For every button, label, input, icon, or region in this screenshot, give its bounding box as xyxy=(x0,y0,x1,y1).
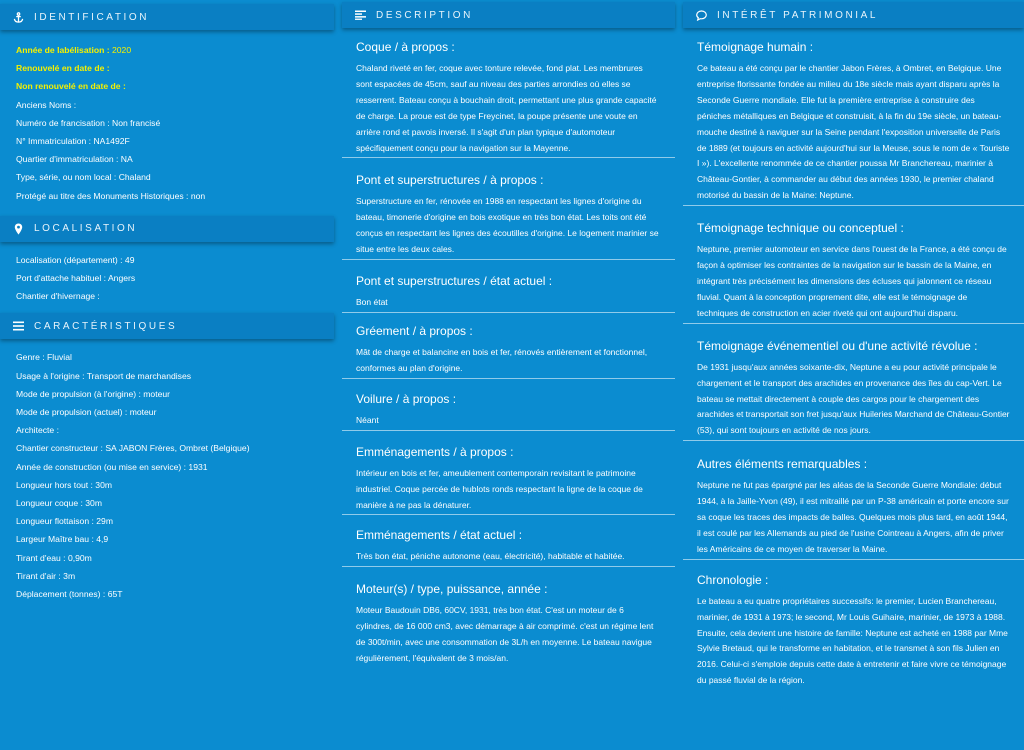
interet-column xyxy=(683,0,1024,689)
block-title: Témoignage événementiel ou d'une activité révolue : xyxy=(697,338,978,353)
block-title: Emménagements / état actuel : xyxy=(356,528,523,543)
block-text: Moteur Baudouin DB6, 60CV, 1931, très bon état. C'est un moteur de 6 cylindres, de 16 000 cm3, avec démarrage à air comprimé. c'est un régime lent de 300t/min, avec une consommation de 3L/h en moyenne. Le bateau navigue régulièrement, l'équivalent de 3 mois/an. xyxy=(356,605,654,664)
block-text: Superstructure en fer, rénovée en 1988 en respectant les lignes d'origine du bateau, timonerie d'origine en bois exotique en très bon état. Les toits ont été conçus en respectant les lignes des écoutilles d'origine. Le logement marinier se situe entre les deux cales. xyxy=(356,196,659,255)
caracteristiques-header xyxy=(0,313,334,339)
caracteristiques-list xyxy=(0,339,338,603)
pont-apropos-block xyxy=(342,158,675,260)
list-item: Port d'attache habituel : Angers xyxy=(16,273,136,284)
interet-title: INTÉRÊT PATRIMONIAL xyxy=(717,9,879,21)
renouvele-label: Renouvelé en date de : xyxy=(16,63,110,74)
map-pin-icon xyxy=(12,223,24,235)
block-text: De 1931 jusqu'aux années soixante-dix, Neptune a eu pour activité principale le chargement et le transport des arachides en provenance des îles du cap-Vert. Le bateau se mettait directement à couple des cargos pour le chargement des arachides et transportait son fret jusqu'aux Huileries Marchand de Château-Gontier (53), qui sont toujours en activité de nos jours. xyxy=(697,361,1010,436)
pont-etat-block xyxy=(342,260,675,313)
list-item: Localisation (département) : 49 xyxy=(16,254,135,265)
list-item: Genre : Fluvial xyxy=(16,352,72,363)
voilure-block xyxy=(342,379,675,431)
list-item: N° Immatriculation : NA1492F xyxy=(16,136,130,147)
list-item: Mode de propulsion (actuel) : moteur xyxy=(16,407,157,418)
autres-elements-block xyxy=(683,441,1024,560)
align-left-icon xyxy=(354,9,366,21)
list-item: Tirant d'eau : 0,90m xyxy=(16,552,92,563)
chat-bubble-icon xyxy=(695,9,707,21)
block-title: Gréement / à propos : xyxy=(356,323,473,338)
coque-block xyxy=(342,39,675,158)
identification-list xyxy=(0,30,338,205)
identification-header xyxy=(0,4,334,30)
block-text: Très bon état, péniche autonome (eau, électricité), habitable et habitée. xyxy=(356,551,625,562)
block-title: Chronologie : xyxy=(697,572,769,587)
anchor-icon xyxy=(12,11,24,23)
list-item: Longueur hors tout : 30m xyxy=(16,479,113,490)
localisation-header xyxy=(0,216,334,242)
localisation-title: LOCALISATION xyxy=(34,223,138,235)
greement-block xyxy=(342,313,675,379)
list-item: Longueur flottaison : 29m xyxy=(16,516,113,527)
block-title: Moteur(s) / type, puissance, année : xyxy=(356,582,548,597)
non-renouvele-label: Non renouvelé en date de : xyxy=(16,81,126,92)
block-title: Autres éléments remarquables : xyxy=(697,457,868,472)
temoignage-evenementiel-block xyxy=(683,324,1024,442)
left-column xyxy=(0,0,338,603)
caracteristiques-title: CARACTÉRISTIQUES xyxy=(34,320,178,332)
description-column xyxy=(342,0,675,667)
list-item: Largeur Maître bau : 4,9 xyxy=(16,534,109,545)
list-item: Architecte : xyxy=(16,425,59,436)
list-icon xyxy=(12,320,24,332)
temoignage-humain-block xyxy=(683,39,1024,206)
block-title: Coque / à propos : xyxy=(356,40,455,54)
block-text: Ce bateau a été conçu par le chantier Jabon Frères, à Ombret, en Belgique. Une entreprise florissante fondée au milieu du 18e siècle mais ayant disparu après la Seconde Guerre mondiale. Elle fut la première entreprise à construire des péniches métalliques en Belgique et construisit, à la fin du 19e siècle, un bateau-mouche destiné à naviguer sur la Seine pendant l'exposition universelle de Paris de 1889 (et toujours en activité aujourd'hui sur la Meuse, sous le nom de « Touriste I »). L'excellente renommée de ce chantier poussa Mr Branchereau, marinier à Château-Gontier, à commander au début des années 1930, le premier chaland motorisé du bassin de la Maine: Neptune. xyxy=(697,63,1010,201)
annee-labelisation xyxy=(16,41,322,59)
annee-value: 2020 xyxy=(112,45,132,55)
emmenagements-apropos-block xyxy=(342,431,675,516)
temoignage-technique-block xyxy=(683,206,1024,324)
block-title: Pont et superstructures / à propos : xyxy=(356,173,544,188)
block-text: Neptune ne fut pas épargné par les aléas de la Seconde Guerre Mondiale: début 1944, à la Jaille-Yvon (49), il est mitraillé par un P-38 américain et porte encore sur sa coque les traces des impacts de balles. Quelques mois plus tard, en août 1944, il est coulé par les Allemands au pied de l'usine Cointreau à Angers, afin de priver les Américains de ce moyen de traverser la Maine. xyxy=(697,480,1009,554)
description-header xyxy=(342,2,675,28)
block-title: Pont et superstructures / état actuel : xyxy=(356,274,553,289)
list-item: Année de construction (ou mise en service) : 1931 xyxy=(16,461,208,472)
list-item: Usage à l'origine : Transport de marchandises xyxy=(16,370,192,381)
block-title: Emménagements / à propos : xyxy=(356,444,514,459)
list-item: Protégé au titre des Monuments Historiques : non xyxy=(16,190,206,201)
list-item: Type, série, ou nom local : Chaland xyxy=(16,172,151,183)
identification-title: IDENTIFICATION xyxy=(34,11,150,23)
block-text: Le bateau a eu quatre propriétaires successifs: le premier, Lucien Branchereau, marinier, de 1931 à 1973; le second, Mr Louis Guihaire, marinier, de 1973 à 1988. Ensuite, cela devient une histoire de famille: Neptune est acheté en 1988 par Mme Sylvie Bretaud, qui le transforme en habitation, et le transmet à son fils Julien en 2016. Celui-ci s'emploie depuis cette date à entretenir et faire vivre ce témoignage du passé fluvial de la région. xyxy=(697,595,1008,686)
list-item: Tirant d'air : 3m xyxy=(16,570,76,581)
list-item: Numéro de francisation : Non francisé xyxy=(16,117,161,128)
block-text: Néant xyxy=(356,414,379,425)
list-item: Déplacement (tonnes) : 65T xyxy=(16,589,123,600)
block-title: Voilure / à propos : xyxy=(356,391,457,406)
block-title: Témoignage technique ou conceptuel : xyxy=(697,221,904,236)
moteur-block xyxy=(342,567,675,667)
list-item: Chantier d'hivernage : xyxy=(16,291,100,302)
interet-header xyxy=(683,2,1024,28)
localisation-list xyxy=(0,242,338,306)
list-item: Chantier constructeur : SA JABON Frères, Ombret (Belgique) xyxy=(16,443,250,454)
block-text: Chaland riveté en fer, coque avec tonture relevée, fond plat. Les membrures sont espacées de 45cm, sauf au niveau des parties arrondies où elles se resserrent. Bateau conçu à bouchain droit, permettant une plus grande capacité de charge. La proue est de type Freycinet, la poupe présente une voute en arrière rond et pavois inversé. Il s'agit d'un plan typique d'automoteur spécifiquement conçu pour la navigation sur la Mayenne. xyxy=(356,63,657,153)
list-item: Quartier d'immatriculation : NA xyxy=(16,154,133,165)
block-title: Témoignage humain : xyxy=(697,40,814,54)
description-title: DESCRIPTION xyxy=(376,9,473,21)
emmenagements-etat-block xyxy=(342,515,675,567)
chronologie-block xyxy=(683,560,1024,689)
block-text: Bon état xyxy=(356,297,388,308)
block-text: Mât de charge et balancine en bois et fer, rénovés entièrement et fonctionnel, conformes au plan d'origine. xyxy=(356,346,648,373)
list-item: Longueur coque : 30m xyxy=(16,498,103,509)
list-item: Mode de propulsion (à l'origine) : moteur xyxy=(16,388,171,399)
list-item: Anciens Noms : xyxy=(16,99,77,110)
annee-label: Année de labélisation : xyxy=(16,45,110,55)
block-text: Neptune, premier automoteur en service dans l'ouest de la France, a été conçu de façon à optimiser les contraintes de la navigation sur le bassin de la Maine, en intégrant très précisément les dimensions des écluses qui jalonnent ce réseau fluvial. Quant à la conception proprement dite, elle est le témoignage de techniques de construction en acier riveté qui ont aujourd'hui disparu. xyxy=(697,244,1007,318)
block-text: Intérieur en bois et fer, ameublement contemporain revisitant le patrimoine industriel. Coque percée de hublots ronds respectant la ligne de la coque de manière à ne pas la dénaturer. xyxy=(356,467,643,510)
